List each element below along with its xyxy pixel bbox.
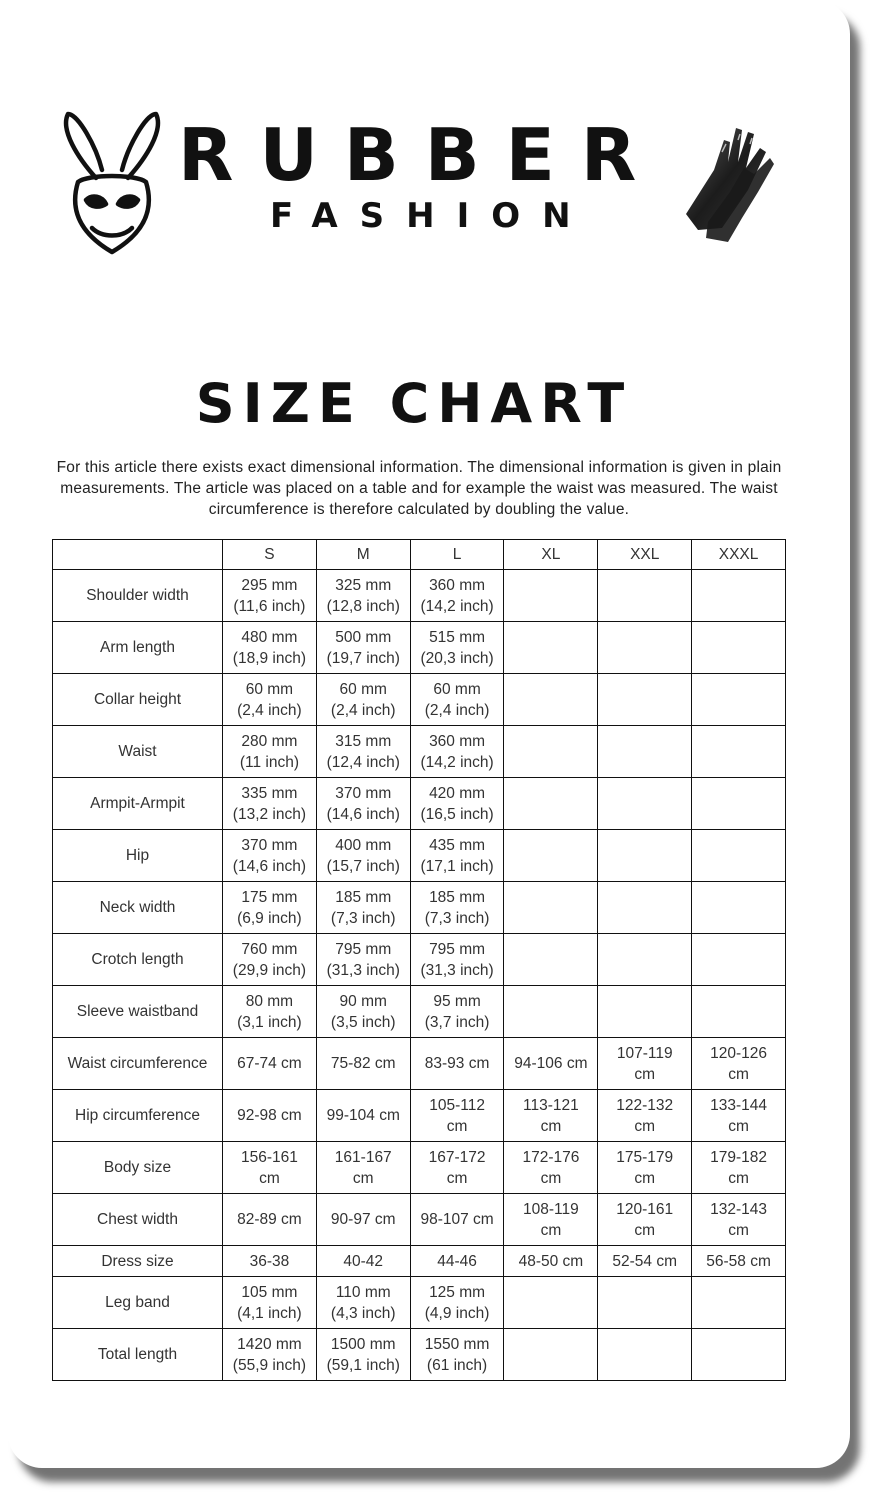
table-row [53,830,786,882]
size-value-cell [410,570,504,622]
table-row [53,1329,786,1381]
table-row [53,986,786,1038]
size-value: cm [634,1065,656,1083]
size-value: 48-50 cm [518,1252,584,1270]
size-value: (12,8 inch) [326,597,400,615]
size-value-cell [316,882,410,934]
size-value-cell [223,778,317,830]
row-label-cell [53,622,223,674]
row-label: Dress size [101,1252,174,1270]
table-row [53,1090,786,1142]
row-label-cell [53,674,223,726]
size-value: 795 mm [335,940,392,958]
size-value: 122-132 [616,1096,674,1114]
size-value-cell [316,830,410,882]
table-row [53,1246,786,1277]
size-value-cell [316,986,410,1038]
size-value-cell [598,934,692,986]
size-value-cell [598,674,692,726]
size-value-cell [598,1142,692,1194]
size-value: (31,3 inch) [326,961,400,979]
size-value-cell [504,674,598,726]
size-value-cell [316,570,410,622]
size-value-cell [598,1246,692,1277]
size-value-cell [598,1038,692,1090]
size-value-cell [410,934,504,986]
row-label: Waist [118,743,157,760]
size-value: (4,3 inch) [330,1304,396,1322]
row-label: Collar height [93,691,182,708]
table-row [53,778,786,830]
size-header: M [316,540,410,570]
size-value: 280 mm [241,732,298,750]
size-value-cell [316,1038,410,1090]
size-value: 82-89 cm [237,1211,302,1228]
size-value: 94-106 cm [514,1055,588,1072]
size-value-cell [316,726,410,778]
size-value: 105-112 [429,1096,485,1114]
size-value: 108-119 [523,1200,579,1218]
size-value: cm [446,1117,468,1135]
table-row [53,726,786,778]
size-value-cell [504,726,598,778]
size-value: 435 mm [429,836,486,854]
size-value: 167-172 [428,1148,486,1166]
size-value-cell [504,1090,598,1142]
row-label-cell [53,830,223,882]
size-value: (2,4 inch) [237,701,302,719]
size-value-cell [504,986,598,1038]
table-row [53,570,786,622]
size-value-cell [504,830,598,882]
size-value-cell [316,934,410,986]
size-value: 36-38 [249,1252,290,1270]
table-row [53,674,786,726]
size-value-cell [410,726,504,778]
size-value: 295 mm [241,576,298,594]
size-value: 133-144 [710,1096,768,1114]
table-row [53,934,786,986]
size-value: 1420 mm [237,1335,302,1353]
size-value: 90 mm [339,992,387,1010]
size-value: 760 mm [241,940,298,958]
size-value: (7,3 inch) [424,909,490,927]
row-label-cell [53,1194,223,1246]
size-value: 60 mm [433,680,481,698]
size-value: 98-107 cm [420,1211,494,1228]
size-value: 110 mm [335,1283,391,1301]
size-value: 99-104 cm [326,1107,400,1124]
row-label-cell [53,726,223,778]
size-value-cell [410,1329,504,1381]
size-value-cell [504,1194,598,1246]
brand-name: RUBBER [178,113,663,197]
size-value: (19,7 inch) [326,649,400,667]
size-value: (61 inch) [426,1356,488,1374]
size-value-cell [692,934,786,986]
size-value: 113-121 [523,1096,579,1114]
size-value-cell [410,1142,504,1194]
size-value: 132-143 [710,1200,768,1218]
latex-gloves-icon [678,118,778,246]
size-value-cell [410,986,504,1038]
size-value-cell [410,1246,504,1277]
size-value-cell [223,1038,317,1090]
size-value: cm [259,1169,280,1187]
size-value: (31,3 inch) [420,961,494,979]
table-row [53,882,786,934]
row-label: Armpit-Armpit [90,795,185,812]
size-value-cell [504,622,598,674]
size-value-cell [223,622,317,674]
size-value: (4,9 inch) [424,1304,490,1322]
size-value: (29,9 inch) [232,961,307,979]
table-header-row [53,540,786,570]
size-value: 175-179 [616,1148,674,1166]
brand-wordmark [178,113,688,236]
size-value: (3,5 inch) [330,1013,396,1031]
size-value: 325 mm [335,576,392,594]
size-value-cell [692,1194,786,1246]
size-value-cell [223,934,317,986]
size-value-cell [223,1329,317,1381]
size-value: cm [634,1117,656,1135]
size-value: 795 mm [429,940,486,958]
table-row [53,1038,786,1090]
size-value-cell [316,622,410,674]
size-value: (14,6 inch) [326,805,400,823]
row-label: Chest width [97,1211,178,1228]
row-label-cell [53,934,223,986]
size-value: 40-42 [343,1252,384,1270]
size-value-cell [223,1142,317,1194]
size-table [52,539,786,1381]
size-value-cell [692,570,786,622]
size-value-cell [223,830,317,882]
row-label: Neck width [99,899,176,916]
size-value-cell [223,570,317,622]
size-value: 400 mm [335,836,392,854]
rabbit-mask-icon [56,108,168,258]
size-value-cell [692,986,786,1038]
size-value-cell [504,778,598,830]
size-value-cell [316,1277,410,1329]
size-value: (11,6 inch) [233,597,306,615]
table-row [53,1194,786,1246]
size-value-cell [410,778,504,830]
size-value: cm [540,1221,562,1239]
size-value-cell [504,1277,598,1329]
size-value: 60 mm [245,680,294,698]
size-value: (15,7 inch) [326,857,400,875]
row-label-cell [53,1246,223,1277]
size-header: L [410,540,504,570]
size-value: 67-74 cm [237,1055,302,1072]
row-label-cell [53,986,223,1038]
size-value-cell [316,674,410,726]
size-value-cell [410,622,504,674]
size-value-cell [410,1038,504,1090]
row-label-cell [53,1329,223,1381]
size-header: XXL [598,540,692,570]
size-value-cell [316,1142,410,1194]
size-value-cell [598,570,692,622]
size-value-cell [410,882,504,934]
size-value-cell [504,934,598,986]
size-value-cell [692,830,786,882]
size-value-cell [410,1090,504,1142]
size-value-cell [598,726,692,778]
row-label: Waist circumference [67,1055,208,1072]
size-value: 83-93 cm [424,1055,490,1072]
size-value-cell [504,1329,598,1381]
size-value: 179-182 [710,1148,768,1166]
row-label: Sleeve waistband [76,1003,199,1020]
size-value: (11 inch) [239,753,299,771]
row-label-cell [53,778,223,830]
size-value: (14,6 inch) [232,857,307,875]
size-value: (2,4 inch) [424,701,490,719]
size-value: (12,4 inch) [326,753,400,771]
size-value: cm [352,1169,374,1187]
size-value: 161-167 [334,1148,392,1166]
size-value: 120-126 [710,1044,768,1062]
size-chart-card [8,0,850,1468]
size-value-cell [223,1090,317,1142]
size-value-cell [598,882,692,934]
size-value: (20,3 inch) [420,649,494,667]
size-value: 172-176 [522,1148,580,1166]
size-value-cell [223,674,317,726]
table-corner-cell [53,540,223,570]
size-value: (14,2 inch) [420,597,494,615]
size-value-cell [692,882,786,934]
table-row [53,1277,786,1329]
table-body [53,570,786,1381]
size-value: 90-97 cm [330,1211,396,1228]
size-value: 60 mm [339,680,387,698]
size-value: 44-46 [437,1252,477,1270]
size-value-cell [223,882,317,934]
size-value: cm [728,1065,749,1083]
size-value-cell [692,1246,786,1277]
row-label: Hip [125,847,150,864]
size-value-cell [316,1090,410,1142]
size-value: (18,9 inch) [232,649,307,667]
size-value-cell [598,1194,692,1246]
row-label-cell [53,1277,223,1329]
size-value-cell [598,778,692,830]
size-value: cm [728,1117,749,1135]
size-value: 1550 mm [424,1335,490,1353]
size-header: S [223,540,317,570]
size-value-cell [598,1090,692,1142]
row-label: Arm length [100,639,175,656]
size-value: 315 mm [335,732,392,750]
intro-text: For this article there exists exact dimensional information. The dimensional information is given in plain measurements. The article was placed on a table and for example the waist was measured. The waist circumference is therefore calculated by doubling the value. [56,459,782,518]
size-value-cell [504,570,598,622]
size-value-cell [223,1277,317,1329]
row-label: Shoulder width [86,587,189,604]
size-value: 370 mm [241,836,298,854]
size-value: 1500 mm [330,1335,396,1353]
size-value: cm [540,1169,562,1187]
size-value: (14,2 inch) [420,753,494,771]
row-label-cell [53,570,223,622]
table-row [53,622,786,674]
size-value-cell [410,1277,504,1329]
size-value: 107-119 [616,1044,673,1062]
size-value: cm [728,1169,749,1187]
row-label: Hip circumference [75,1107,200,1124]
size-value-cell [316,1194,410,1246]
size-value: (3,1 inch) [237,1013,302,1031]
size-header: XXXL [692,540,786,570]
size-value: 105 mm [241,1283,298,1301]
size-value-cell [598,986,692,1038]
row-label: Leg band [105,1294,170,1311]
size-value: 335 mm [241,784,298,802]
size-value: cm [540,1117,562,1135]
size-value-cell [504,1038,598,1090]
size-value: 120-161 [616,1200,674,1218]
size-value: 480 mm [241,628,298,646]
size-value: (4,1 inch) [237,1304,302,1322]
size-value-cell [316,778,410,830]
size-value-cell [598,1329,692,1381]
size-value: (17,1 inch) [420,857,494,875]
size-value: 420 mm [429,784,486,802]
size-value-cell [504,1142,598,1194]
size-value: (7,3 inch) [330,909,396,927]
size-value: 95 mm [433,992,481,1010]
row-label-cell [53,1142,223,1194]
size-value: (3,7 inch) [424,1013,490,1031]
size-value: (2,4 inch) [330,701,396,719]
row-label: Body size [103,1159,172,1176]
size-value: (6,9 inch) [237,909,302,927]
row-label-cell [53,882,223,934]
size-value: 370 mm [335,784,392,802]
row-label: Crotch length [91,951,184,968]
row-label-cell [53,1038,223,1090]
row-label-cell [53,1090,223,1142]
size-value: cm [634,1169,656,1187]
size-value: cm [634,1221,656,1239]
size-value: cm [446,1169,468,1187]
page-title: SIZE CHART [195,372,633,435]
table-row [53,1142,786,1194]
size-value-cell [223,726,317,778]
size-value-cell [598,830,692,882]
size-value: 185 mm [429,888,486,906]
size-value: 92-98 cm [237,1107,302,1124]
size-value-cell [598,1277,692,1329]
size-value-cell [692,1090,786,1142]
size-value: (59,1 inch) [326,1356,400,1374]
size-value-cell [692,726,786,778]
size-value-cell [316,1246,410,1277]
size-value: 500 mm [335,628,392,646]
size-value: (13,2 inch) [232,805,307,823]
size-value-cell [692,1277,786,1329]
size-value-cell [504,882,598,934]
size-value-cell [223,986,317,1038]
size-value: 156-161 [240,1148,298,1166]
size-value-cell [223,1194,317,1246]
size-value: 185 mm [335,888,392,906]
size-value: (55,9 inch) [232,1356,307,1374]
size-value: 125 mm [429,1283,486,1301]
size-value-cell [504,1246,598,1277]
size-value: 80 mm [245,992,294,1010]
size-value-cell [598,622,692,674]
size-value: 360 mm [429,732,486,750]
size-value-cell [223,1246,317,1277]
brand-subname: FASHION [270,196,593,236]
size-value-cell [410,674,504,726]
row-label: Total length [97,1346,178,1363]
size-value: 515 mm [429,628,486,646]
size-value: cm [728,1221,749,1239]
size-value-cell [410,1194,504,1246]
size-header: XL [504,540,598,570]
size-value-cell [692,1142,786,1194]
size-value-cell [692,674,786,726]
size-value: 360 mm [429,576,486,594]
size-value-cell [410,830,504,882]
size-value-cell [692,622,786,674]
size-value: 52-54 cm [612,1252,678,1270]
size-value: 175 mm [241,888,298,906]
size-value: 75-82 cm [330,1055,396,1072]
size-value-cell [692,778,786,830]
size-value: (16,5 inch) [420,805,494,823]
size-value-cell [692,1038,786,1090]
size-value: 56-58 cm [706,1252,771,1270]
size-value-cell [316,1329,410,1381]
size-value-cell [692,1329,786,1381]
